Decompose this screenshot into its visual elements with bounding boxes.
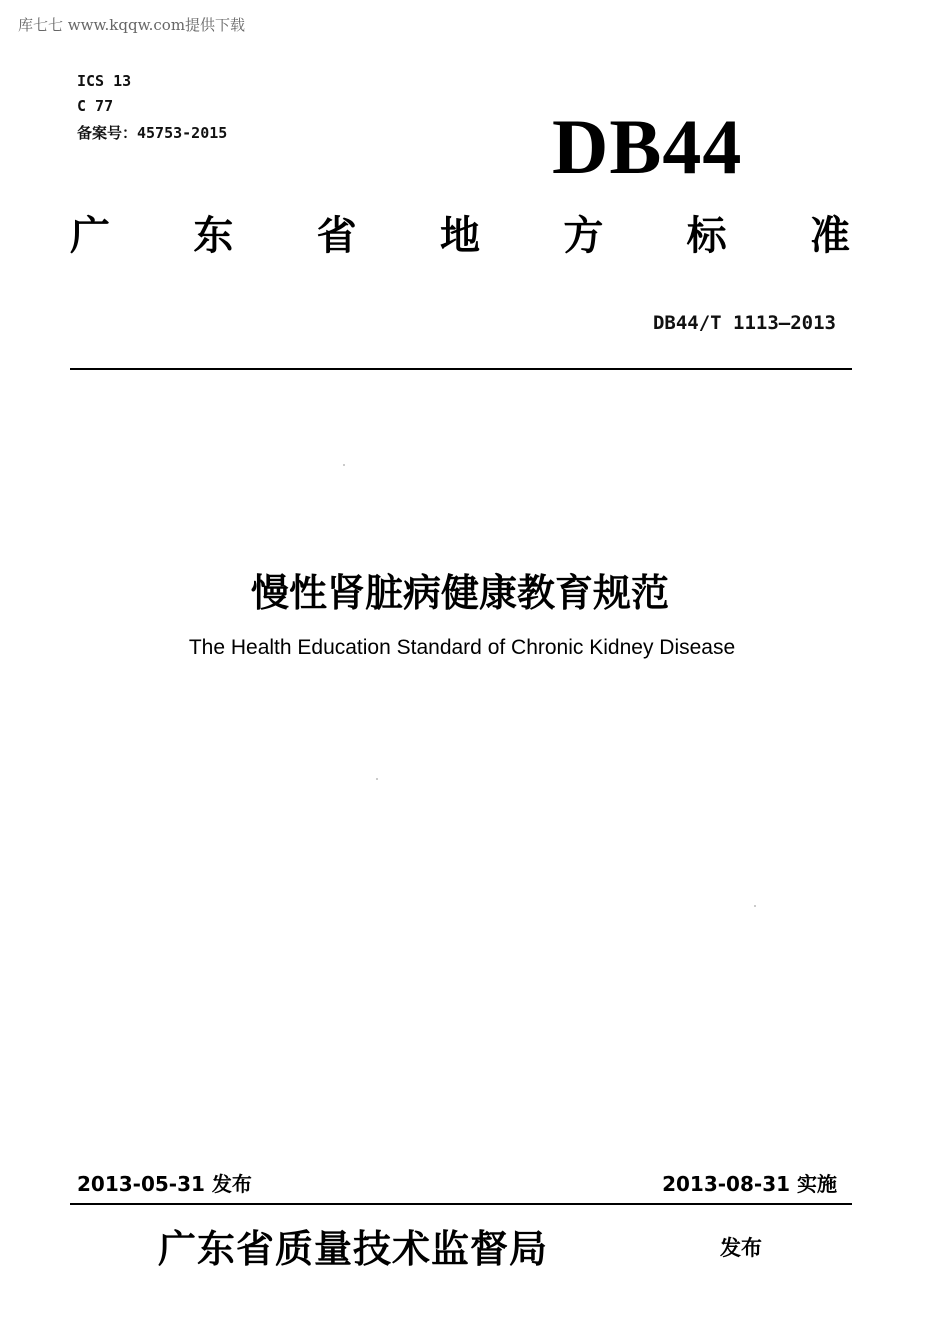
document-title-english: The Health Education Standard of Chronic Kidney Disease: [188, 636, 736, 659]
authority-char: 东: [193, 213, 234, 259]
issuing-authority: 广东省质量技术监督局: [158, 1226, 549, 1271]
authority-char: 准: [809, 213, 850, 259]
authority-heading: [70, 213, 850, 259]
publish-date: 2013-05-31 发布: [77, 1172, 252, 1196]
ccs-code: C 77: [77, 97, 114, 115]
issue-label: 发布: [720, 1236, 762, 1260]
standard-number: DB44/T 1113—2013: [652, 312, 836, 334]
record-number: 备案号：45753-2015: [77, 124, 228, 142]
scan-speck: [754, 905, 756, 907]
ics-code: ICS 13: [77, 72, 132, 90]
db44-logo: DB44: [552, 103, 743, 190]
bottom-divider: [70, 1203, 852, 1205]
authority-char: 广: [70, 213, 110, 259]
authority-char: 方: [563, 213, 604, 259]
document-title-chinese: 慢性肾脏病健康教育规范: [250, 571, 669, 615]
authority-char: 地: [439, 213, 480, 259]
scan-speck: [343, 464, 345, 466]
authority-char: 省: [316, 213, 357, 259]
top-divider: [70, 368, 852, 370]
authority-char: 标: [686, 213, 727, 259]
implement-date: 2013-08-31 实施: [662, 1172, 837, 1196]
scan-speck: [376, 778, 378, 780]
watermark-text: 库七七 www.kqqw.com提供下载: [18, 16, 246, 34]
